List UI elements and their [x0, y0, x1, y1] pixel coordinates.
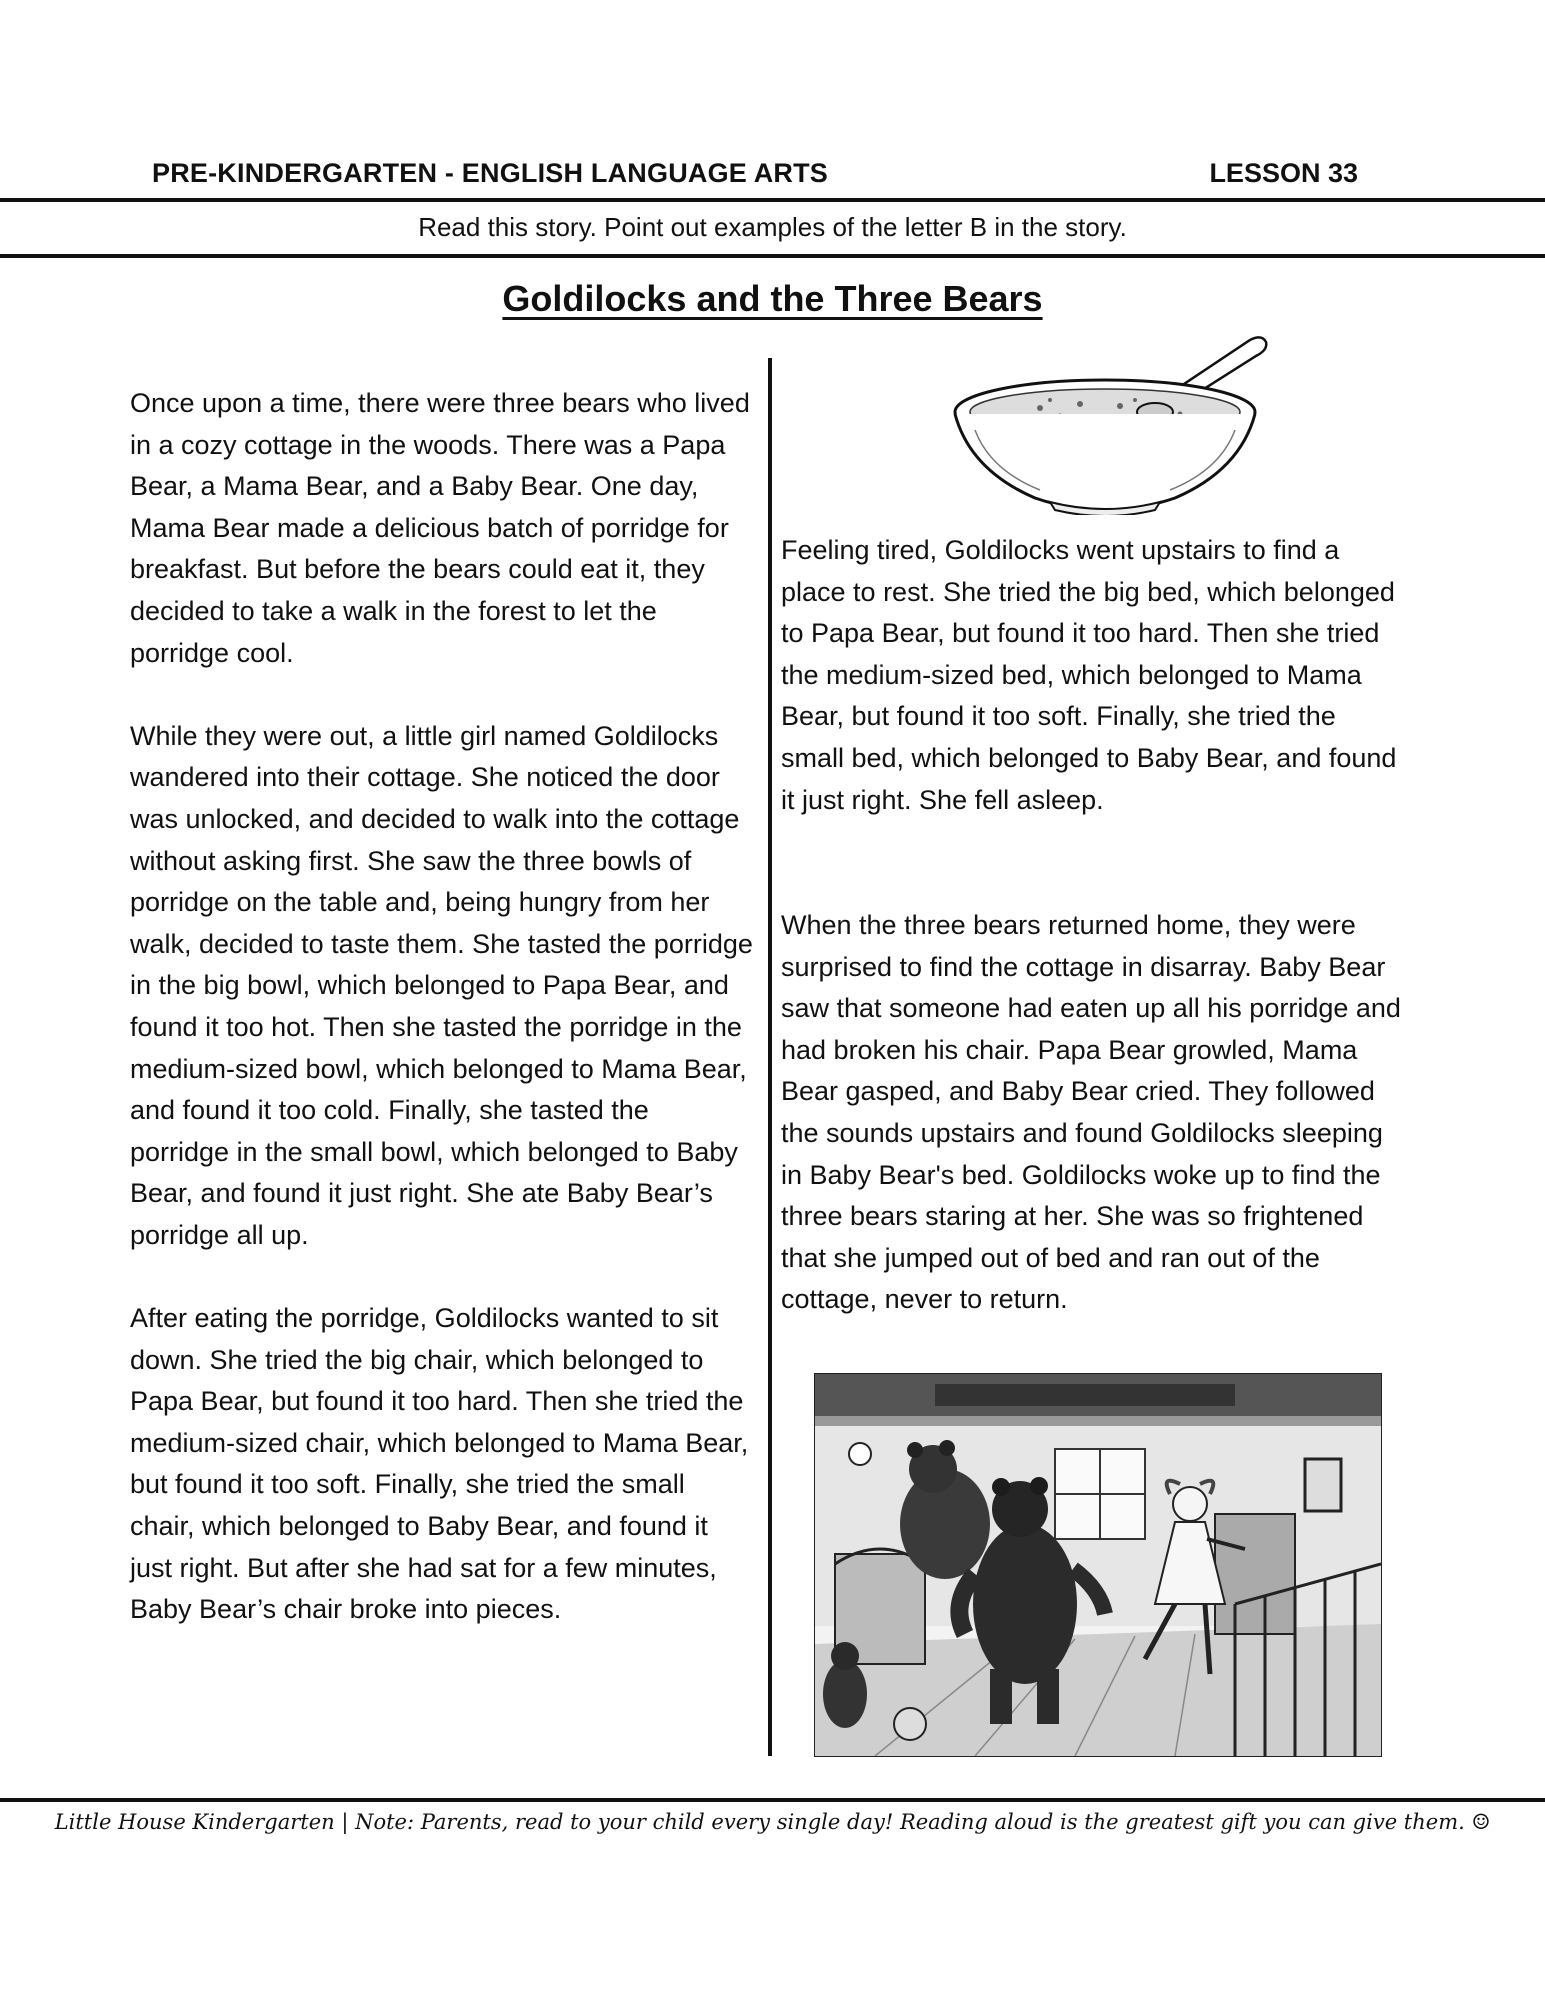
story-paragraph: When the three bears returned home, they were surprised to find the cottage in disarray. Baby Bear saw that someone had eaten up all his porridge and had broken his chair. Papa Bear growled, Mama Bear gasped, and Baby Bear cried. They followed the sounds upstairs and found Goldilocks sleeping in Baby Bear's bed. Goldilocks woke up to find the three bears staring at her. She was so frightened that she jumped out of bed and ran out of the cottage, never to return.: [781, 910, 1401, 1315]
lesson-number: LESSON 33: [1209, 158, 1358, 188]
story-right-column-top: [781, 530, 1401, 863]
instruction-divider: [0, 254, 1545, 258]
header-divider: [0, 198, 1545, 202]
story-paragraph: While they were out, a little girl named Goldilocks wandered into their cottage. She noticed the door was unlocked, and decided to walk into the cottage without asking first. She saw the three bowls of porridge on the table and, being hungry from her walk, decided to taste them. She tasted the porridge in the big bowl, which belonged to Papa Bear, and found it too hot. Then she tasted the porridge in the medium-sized bowl, which belonged to Mama Bear, and found it too cold. Finally, she tasted the porridge in the small bowl, which belonged to Baby Bear, and found it just right. She ate Baby Bear’s porridge all up.: [130, 720, 753, 1250]
three-bears-scene-illustration: [814, 1373, 1382, 1757]
story-right-column-bottom: [781, 905, 1401, 1363]
worksheet-header: [0, 152, 1545, 198]
porridge-bowl-icon: [950, 330, 1270, 515]
footer-note: Little House Kindergarten | Note: Parents, read to your child every single day! Reading aloud is the greatest gift you can give them. ☺: [54, 1810, 1491, 1834]
footer-divider: [0, 1798, 1545, 1802]
story-left-column: [130, 383, 755, 1672]
story-paragraph: Feeling tired, Goldilocks went upstairs to find a place to rest. She tried the big bed, which belonged to Papa Bear, but found it too hard. Then she tried the medium-sized bed, which belonged to Mama Bear, but found it too soft. Finally, she tried the small bed, which belonged to Baby Bear, and found it just right. She fell asleep.: [781, 535, 1397, 815]
subject-heading: PRE-KINDERGARTEN - ENGLISH LANGUAGE ARTS: [152, 158, 829, 188]
column-divider: [768, 358, 772, 1756]
story-paragraph: Once upon a time, there were three bears who lived in a cozy cottage in the woods. There was a Papa Bear, a Mama Bear, and a Baby Bear. One day, Mama Bear made a delicious batch of porridge for breakfast. But before the bears could eat it, they decided to take a walk in the forest to let the porridge cool.: [130, 388, 750, 668]
story-title: Goldilocks and the Three Bears: [502, 278, 1043, 319]
instruction-text: Read this story. Point out examples of the letter B in the story.: [418, 212, 1127, 242]
story-paragraph: After eating the porridge, Goldilocks wanted to sit down. She tried the big chair, which belonged to Papa Bear, but found it too hard. Then she tried the medium-sized chair, which belonged to Mama Bear, but found it too soft. Finally, she tried the small chair, which belonged to Baby Bear, and found it just right. But after she had sat for a few minutes, Baby Bear’s chair broke into pieces.: [130, 1303, 749, 1625]
